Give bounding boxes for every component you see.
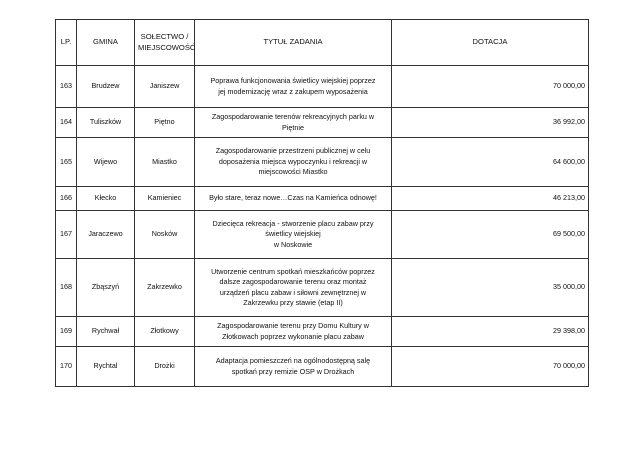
cell-tytul	[195, 347, 392, 387]
header-solectwo-line2: MIEJSCOWOŚĆ	[138, 42, 196, 52]
cell-tytul	[195, 187, 392, 211]
table-row	[56, 66, 589, 108]
tytul-line: spotkań przy remizie OSP w Drożkach	[231, 366, 355, 376]
table-header-row	[56, 20, 589, 66]
tytul-line: świetlicy wiejskiej	[265, 229, 321, 239]
cell-lp: 165	[56, 138, 77, 187]
cell-gmina: Tuliszków	[77, 108, 135, 138]
cell-solectwo: Piętno	[135, 108, 195, 138]
table-row	[56, 187, 589, 211]
table-row	[56, 317, 589, 347]
header-lp: LP.	[56, 20, 77, 66]
table-row	[56, 138, 589, 187]
table-body	[56, 66, 589, 387]
cell-gmina: Rychwał	[77, 317, 135, 347]
cell-solectwo: Janiszew	[135, 66, 195, 108]
tytul-line: Zagospodarowanie przestrzeni publicznej w celu	[215, 146, 371, 156]
cell-solectwo: Złotkowy	[135, 317, 195, 347]
header-solectwo	[135, 20, 195, 66]
cell-dotacja: 29 398,00	[392, 317, 589, 347]
tytul-line: Było stare, teraz nowe…Czas na Kamieńca odnowę!	[209, 193, 377, 203]
cell-solectwo: Miastko	[135, 138, 195, 187]
tytul-line: Poprawa funkcjonowania świetlicy wiejskiej poprzez	[210, 76, 376, 85]
header-gmina: GMINA	[77, 20, 135, 66]
cell-dotacja: 46 213,00	[392, 187, 589, 211]
tytul-line: Zagospodarowanie terenów rekreacyjnych parku w	[211, 112, 375, 121]
cell-lp: 170	[56, 347, 77, 387]
header-tytul: TYTUŁ ZADANIA	[195, 20, 392, 66]
cell-dotacja: 70 000,00	[392, 66, 589, 108]
tytul-line: w Noskowie	[273, 239, 313, 249]
header-dotacja: DOTACJA	[392, 20, 589, 66]
tytul-line: Zakrzewku przy stawie (etap II)	[243, 298, 343, 307]
tytul-line: dalsze zagospodarowanie terenu oraz montaż	[219, 277, 367, 286]
tytul-line: miejscowości Miastko	[258, 167, 328, 177]
cell-gmina: Jaraczewo	[77, 211, 135, 259]
tytul-line: jej modernizację wraz z zakupem wyposażenia	[218, 86, 368, 96]
cell-tytul	[195, 108, 392, 138]
tytul-line: doposażenia miejsca wypoczynku i rekreacji w	[218, 156, 368, 166]
cell-gmina: Wijewo	[77, 138, 135, 187]
grants-table	[55, 19, 589, 387]
cell-dotacja: 69 500,00	[392, 211, 589, 259]
tytul-line: Złotkowach poprzez wykonanie placu zabaw	[222, 331, 364, 341]
cell-solectwo: Kamieniec	[135, 187, 195, 211]
cell-lp: 167	[56, 211, 77, 259]
cell-gmina: Brudzew	[77, 66, 135, 108]
cell-lp: 163	[56, 66, 77, 108]
tytul-line: Piętnie	[282, 122, 304, 132]
tytul-line: Adaptacja pomieszczeń na ogólnodostępną salę	[215, 356, 371, 365]
cell-tytul	[195, 138, 392, 187]
cell-lp: 164	[56, 108, 77, 138]
cell-gmina: Rychtal	[77, 347, 135, 387]
cell-lp: 168	[56, 259, 77, 317]
cell-gmina: Zbąszyń	[77, 259, 135, 317]
table-row	[56, 211, 589, 259]
table-row	[56, 347, 589, 387]
cell-tytul	[195, 66, 392, 108]
tytul-line: urządzeń placu zabaw i siłowni zewnętrznej w	[219, 287, 367, 297]
table-row	[56, 259, 589, 317]
cell-dotacja: 64 600,00	[392, 138, 589, 187]
cell-gmina: Kłecko	[77, 187, 135, 211]
cell-lp: 166	[56, 187, 77, 211]
cell-lp: 169	[56, 317, 77, 347]
cell-dotacja: 35 000,00	[392, 259, 589, 317]
tytul-line: Dziecięca rekreacja - stworzenie placu zabaw przy	[212, 218, 374, 228]
cell-tytul	[195, 317, 392, 347]
cell-dotacja: 70 000,00	[392, 347, 589, 387]
tytul-line: Zagospodarowanie terenu przy Domu Kultury w	[217, 321, 369, 330]
cell-solectwo: Zakrzewko	[135, 259, 195, 317]
cell-solectwo: Nosków	[135, 211, 195, 259]
cell-tytul	[195, 259, 392, 317]
cell-solectwo: Drożki	[135, 347, 195, 387]
cell-tytul	[195, 211, 392, 259]
header-solectwo-line1: SOŁECTWO /	[140, 32, 189, 41]
cell-dotacja: 36 992,00	[392, 108, 589, 138]
table-row	[56, 108, 589, 138]
tytul-line: Utworzenie centrum spotkań mieszkańców poprzez	[211, 266, 375, 276]
